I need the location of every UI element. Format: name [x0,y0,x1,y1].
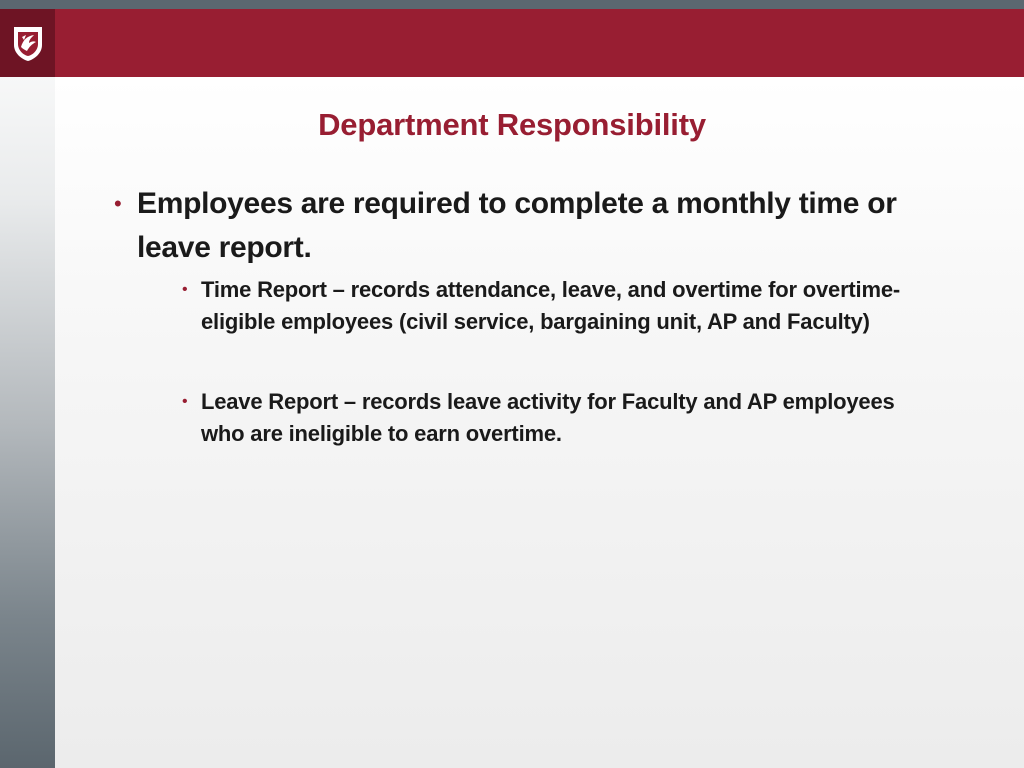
logo-box [0,9,55,77]
sub-bullet-text: Time Report – records attendance, leave, and overtime for overtime-eligible employees (civil service, bargaining unit, AP and Faculty) [201,277,900,334]
header-band [55,9,1024,77]
spacer [110,338,960,382]
bullet-dot-icon: • [182,281,188,298]
top-strip [0,0,1024,9]
bullet-dot-icon: • [114,191,122,216]
sub-bullet-text: Leave Report – records leave activity for Faculty and AP employees who are ineligible to earn overtime. [201,389,895,446]
sub-bullet-item [182,386,960,450]
cougar-head-icon [10,23,46,63]
slide-title: Department Responsibility [318,107,706,142]
bullet-text: Employees are required to complete a monthly time or leave report. [137,187,897,264]
bullet-list [110,182,960,450]
bullet-dot-icon: • [182,393,188,410]
bullet-item [110,182,960,270]
sub-bullet-item [182,274,960,338]
